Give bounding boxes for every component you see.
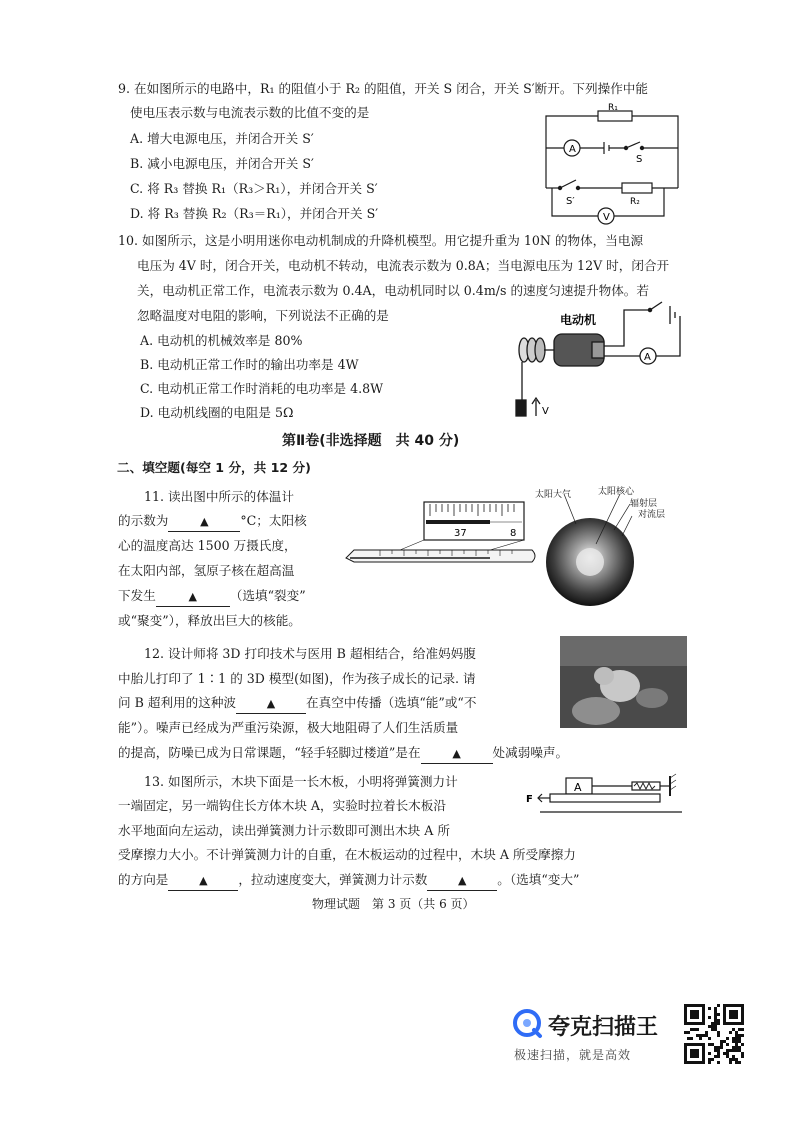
q10-line3: 关，电动机正常工作，电流表示数为 0.4A，电动机同时以 0.4m/s 的速度匀速提升物体。若	[137, 283, 649, 298]
velocity-label: V	[542, 406, 549, 417]
switch-s-label: S	[636, 154, 643, 165]
q12-line2: 中胎儿打印了 1∶1 的 3D 模型(如图)，作为孩子成长的记录. 请	[118, 671, 476, 686]
q10-line2: 电压为 4V 时，闭合开关，电动机不转动，电流表示数为 0.8A；当电源电压为 12V 时，闭合开	[137, 258, 670, 273]
q9-option-d: D. 将 R₃ 替换 R₂（R₃＝R₁），并闭合开关 S′	[130, 206, 379, 221]
q10-ammeter-label: A	[644, 352, 651, 363]
thermometer-figure	[340, 500, 540, 570]
q13-blank-1[interactable]: ▲	[168, 871, 238, 891]
thermo-tick-37: 37	[454, 528, 467, 539]
block-a-label: A	[574, 781, 582, 794]
q11-line2	[118, 512, 307, 532]
r2-resistor	[622, 183, 652, 193]
section2-title: 第Ⅱ卷(非选择题 共 40 分)	[282, 433, 460, 449]
q11-line5	[118, 587, 306, 607]
q10-line1: 10. 如图所示，这是小明用迷你电动机制成的升降机模型。用它提升重为 10N 的物体，当电源	[118, 233, 644, 248]
q13-line3: 水平地面向左运动，读出弹簧测力计示数即可测出木块 A 所	[118, 823, 450, 838]
q10-line4: 忽略温度对电阻的影响，下列说法不正确的是	[137, 308, 389, 323]
watermark-slogan: 极速扫描，就是高效	[514, 1048, 632, 1062]
section2-heading: 二、填空题(每空 1 分，共 12 分)	[117, 460, 311, 475]
q9-line1: 9. 在如图所示的电路中，R₁ 的阻值小于 R₂ 的阻值，开关 S 闭合，开关 S′断开。下列操作中能	[118, 81, 648, 96]
thermo-tick-8: 8	[510, 528, 517, 539]
q10-option-d: D. 电动机线圈的电阻是 5Ω	[140, 405, 294, 420]
q13-line2: 一端固定，另一端钩住长方体木块 A，实验时拉着长木板沿	[118, 798, 446, 813]
switch-s-prime-label: S′	[566, 196, 575, 207]
r2-label: R₂	[630, 197, 640, 207]
q11-line1: 11. 读出图中所示的体温计	[144, 489, 294, 504]
q11-blank-1[interactable]: ▲	[168, 512, 240, 532]
q11-line3: 心的温度高达 1500 万摄氏度，	[118, 538, 297, 553]
q12-line3-a: 问 B 超利用的这种波	[118, 695, 237, 710]
motor-label: 电动机	[560, 313, 597, 327]
force-f-label: F	[526, 794, 533, 805]
q13-friction-diagram	[526, 772, 686, 822]
q12-line5	[118, 744, 568, 764]
r1-label: R₁	[608, 103, 618, 113]
q11-line2-b: °C；太阳核	[240, 513, 307, 528]
fetus-3d-model-photo	[560, 636, 687, 728]
q9-option-a: A. 增大电源电压，并闭合开关 S′	[130, 131, 314, 146]
q10-option-c: C. 电动机正常工作时消耗的电功率是 4.8W	[140, 381, 384, 396]
long-board	[550, 794, 660, 802]
q11-line5-b: （选填“裂变”	[229, 588, 306, 603]
sun-radiation-label: 辐射层	[630, 499, 658, 509]
q11-line6: 或“聚变”），释放出巨大的核能。	[118, 613, 301, 628]
q12-blank-2[interactable]: ▲	[421, 744, 493, 764]
sun-atmosphere-label: 太阳大气	[535, 490, 572, 500]
q13-line5-c: 。（选填“变大”	[497, 872, 580, 887]
q10-option-a: A. 电动机的机械效率是 80%	[140, 333, 303, 348]
q9-line2: 使电压表示数与电流表示数的比值不变的是	[130, 105, 370, 120]
q9-voltmeter-label: V	[603, 212, 610, 223]
q9-option-c: C. 将 R₃ 替换 R₁（R₃＞R₁），并闭合开关 S′	[130, 181, 378, 196]
page-footer: 物理试题 第 3 页（共 6 页）	[312, 897, 475, 911]
q13-line5	[118, 871, 579, 891]
q9-ammeter-label: A	[569, 144, 576, 155]
sun-convection-label: 对流层	[638, 510, 666, 520]
q12-line1: 12. 设计师将 3D 打印技术与医用 B 超相结合，给准妈妈腹	[144, 646, 476, 661]
scanner-logo-icon	[512, 1008, 542, 1038]
q11-line5-a: 下发生	[118, 588, 156, 603]
q9-option-b: B. 减小电源电压，并闭合开关 S′	[130, 156, 314, 171]
weight-block	[516, 400, 526, 416]
q13-line5-b: ，拉动速度变大，弹簧测力计示数	[238, 872, 428, 887]
q12-line4: 能”）。噪声已经成为严重污染源，极大地阻碍了人们生活质量	[118, 720, 459, 735]
q12-line3-b: 在真空中传播（选填“能”或“不	[306, 695, 477, 710]
q9-circuit-diagram	[538, 103, 688, 226]
q11-line2-a: 的示数为	[118, 513, 169, 528]
q12-blank-1[interactable]: ▲	[236, 694, 306, 714]
qr-code-icon	[684, 1004, 744, 1064]
q12-line5-a: 的提高，防噪已成为日常课题，“轻手轻脚过楼道”是在	[118, 745, 421, 760]
q12-line5-b: 处减弱噪声。	[492, 745, 569, 760]
q13-blank-2[interactable]: ▲	[427, 871, 497, 891]
sun-core	[576, 548, 604, 576]
q13-line4: 受摩擦力大小。不计弹簧测力计的自重，在木板运动的过程中，木块 A 所受摩擦力	[118, 847, 576, 862]
q10-motor-diagram	[510, 300, 690, 420]
watermark-brand: 夸克扫描王	[548, 1015, 659, 1040]
q11-line4: 在太阳内部，氢原子核在超高温	[118, 563, 295, 578]
q10-option-b: B. 电动机正常工作时的输出功率是 4W	[140, 357, 359, 372]
q11-blank-2[interactable]: ▲	[156, 587, 230, 607]
q12-line3	[118, 694, 476, 714]
sun-core-label: 太阳核心	[598, 487, 635, 497]
q13-line1: 13. 如图所示，木块下面是一长木板，小明将弹簧测力计	[144, 774, 458, 789]
q13-line5-a: 的方向是	[118, 872, 169, 887]
